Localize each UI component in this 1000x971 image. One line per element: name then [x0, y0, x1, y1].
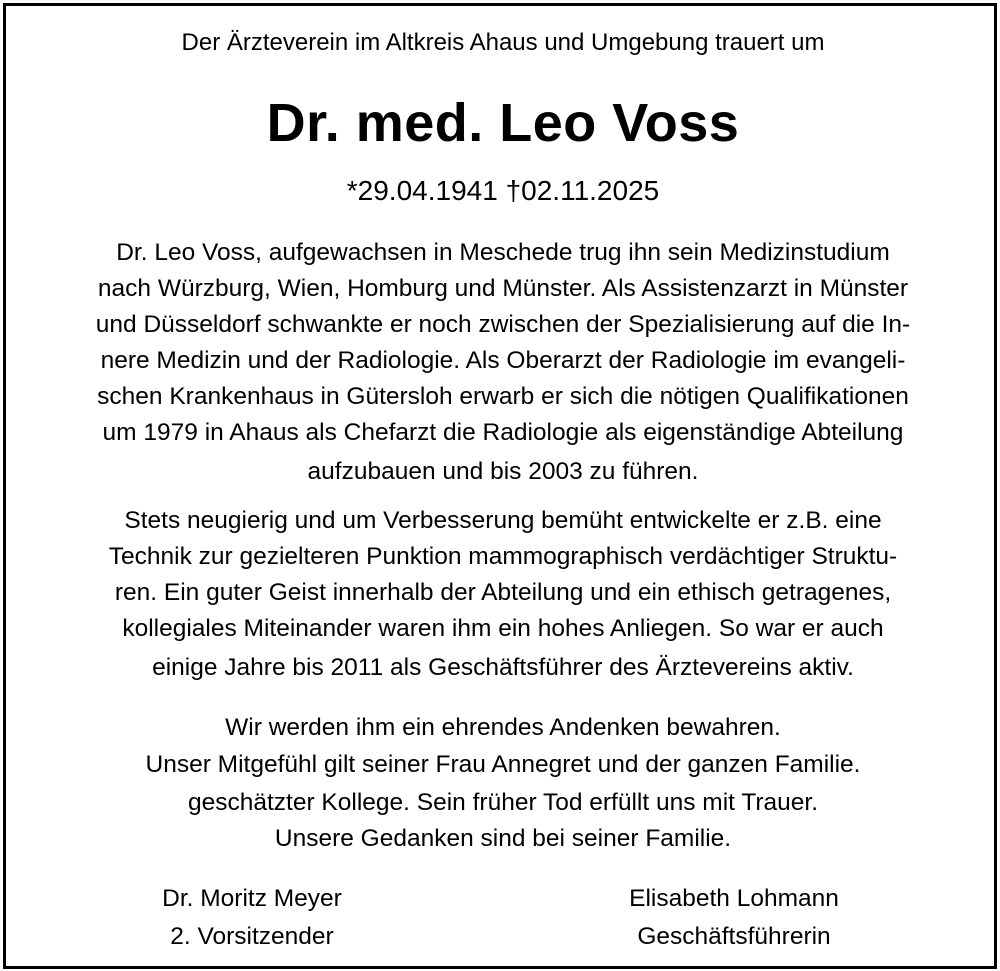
paragraph-line: kollegiales Miteinander waren ihm ein hohes Anliegen. So war er auch — [122, 615, 884, 642]
closing-line: Unser Mitgefühl gilt seiner Frau Annegret und der ganzen Familie. — [145, 751, 861, 778]
closing-line: geschätzter Kollege. Sein früher Tod erfüllt uns mit Trauer. — [187, 789, 819, 816]
paragraph-line: und Düsseldorf schwankte er noch zwischen der Spezialisierung auf die In- — [95, 311, 911, 338]
paragraph-line: Technik zur gezielteren Punktion mammographisch verdächtiger Struktu- — [108, 543, 898, 570]
header-line: Der Ärzteverein im Altkreis Ahaus und Umgebung trauert um — [181, 29, 825, 56]
paragraph-line: ren. Ein guter Geist innerhalb der Abteilung und ein ethisch getragenes, — [114, 579, 892, 606]
signature-name-right: Elisabeth Lohmann — [629, 885, 839, 912]
paragraph-line: schen Krankenhaus in Gütersloh erwarb er sich die nötigen Qualifikationen — [97, 383, 909, 410]
paragraph-line: Stets neugierig und um Verbesserung bemüht entwickelte er z.B. eine — [124, 507, 882, 534]
signature-name-left: Dr. Moritz Meyer — [162, 885, 342, 912]
signature-role-left: 2. Vorsitzender — [170, 923, 334, 950]
paragraph-line: einige Jahre bis 2011 als Geschäftsführer des Ärztevereins aktiv. — [152, 654, 854, 681]
life-dates: *29.04.1941 †02.11.2025 — [346, 175, 660, 206]
closing-line: Unsere Gedanken sind bei seiner Familie. — [274, 825, 732, 852]
closing-line: Wir werden ihm ein ehrendes Andenken bewahren. — [225, 714, 781, 741]
paragraph-line: aufzubauen und bis 2003 zu führen. — [307, 458, 699, 485]
obituary-frame — [3, 3, 997, 969]
paragraph-line: Dr. Leo Voss, aufgewachsen in Meschede trug ihn sein Medizinstudium — [116, 239, 890, 266]
signature-role-right: Geschäftsführerin — [637, 923, 831, 950]
paragraph-line: nach Würzburg, Wien, Homburg und Münster. Als Assistenzarzt in Münster — [97, 275, 909, 302]
deceased-name: Dr. med. Leo Voss — [266, 93, 740, 153]
paragraph-line: nere Medizin und der Radiologie. Als Oberarzt der Radiologie im evangeli- — [100, 347, 906, 374]
paragraph-line: um 1979 in Ahaus als Chefarzt die Radiologie als eigenständige Abteilung — [102, 419, 904, 446]
